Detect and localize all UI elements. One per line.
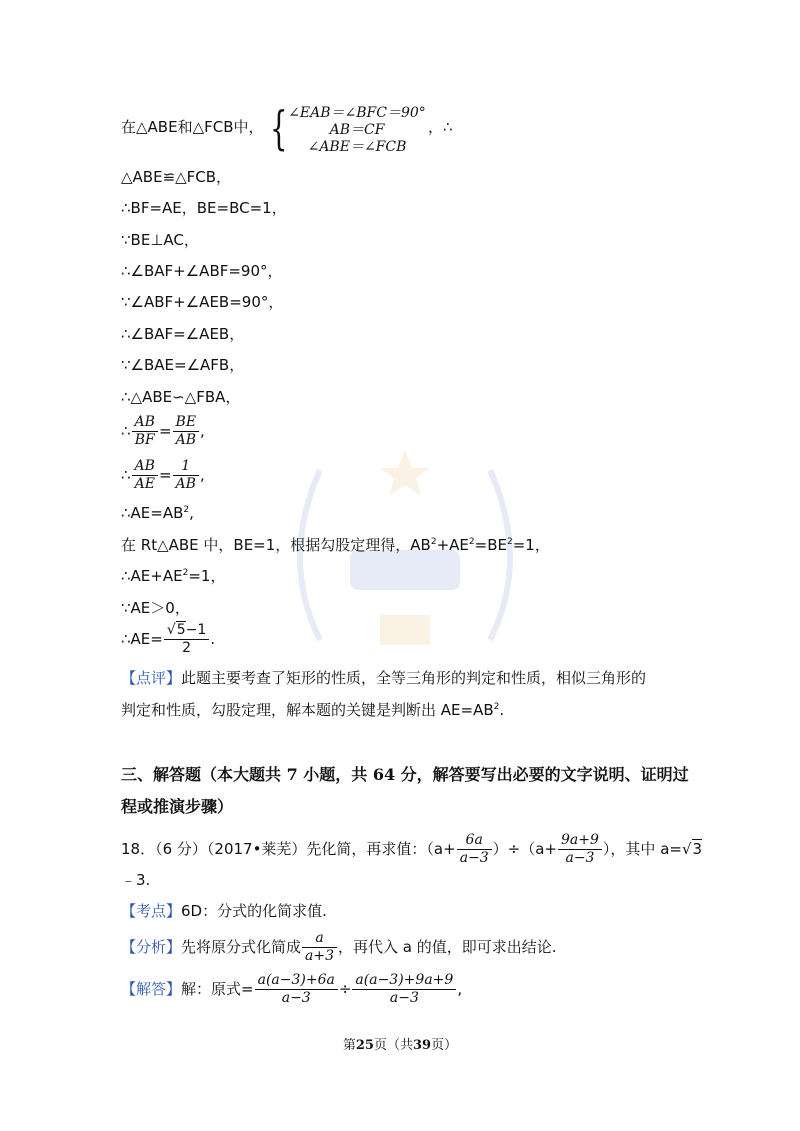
jieda-tag: 【解答】: [121, 980, 182, 998]
page-footer: [0, 1034, 800, 1053]
system-eq-2: AB＝CF: [329, 122, 385, 138]
denominator: AE: [132, 475, 158, 493]
comment-line: [121, 668, 646, 688]
text: .: [210, 630, 216, 648]
denominator: AB: [173, 431, 200, 449]
denominator: a−3: [558, 849, 602, 867]
text: −1: [185, 622, 207, 638]
text: =BE: [474, 536, 507, 554]
fraction: [558, 832, 602, 867]
text: 页）: [431, 1038, 458, 1053]
text: ,: [189, 504, 194, 522]
denominator: 2: [164, 639, 209, 657]
ratio-line: [121, 414, 205, 449]
numerator: AB: [134, 458, 155, 474]
proof-line: ∴△ABE∽△FBA，: [121, 388, 241, 406]
text: =1，: [512, 536, 550, 554]
text: 第: [342, 1038, 356, 1053]
question-18: 18．（6 分）（2017•莱芜）先化简，再求值：（a+ $\frac{6a}{a-3}$ ）÷（a+ $\frac{9a+9}{a-3}$ ），其中 a=√3: [121, 832, 703, 866]
text: =: [158, 466, 172, 484]
superscript: 2: [468, 537, 475, 547]
text: =: [158, 422, 172, 440]
superscript: 2: [182, 568, 189, 578]
fraction: [302, 930, 337, 965]
text: ），其中 a=: [602, 840, 682, 858]
denominator: a−3: [457, 849, 492, 867]
radicand: 3: [692, 840, 703, 858]
denominator: AB: [173, 475, 199, 493]
brace-symbol: {: [270, 101, 288, 155]
section-heading: 程或推演步骤）: [121, 797, 234, 816]
total-pages: 39: [413, 1038, 432, 1053]
text: ）÷（a+: [492, 840, 558, 858]
therefore-symbol: ，∴: [428, 118, 453, 136]
proof-line: [121, 503, 194, 523]
text: 18．（6 分）（2017•莱芜）先化简，再求值：（a+: [121, 840, 456, 858]
text: ,: [457, 980, 463, 998]
fraction: [255, 972, 338, 1007]
numerator: a: [315, 930, 324, 946]
section-heading: 三、解答题（本大题共 7 小题，共 64 分，解答要写出必要的文字说明、证明过: [121, 765, 689, 784]
text: 6D：分式的化简求值.: [181, 902, 327, 920]
proof-line: ∵∠ABF+∠AEB=90°，: [121, 293, 284, 311]
text: =1，: [188, 567, 226, 585]
proof-line: ∵BE⊥AC，: [121, 231, 199, 249]
fraction: [173, 414, 200, 449]
fraction: [132, 458, 158, 493]
superscript: 2: [493, 702, 500, 712]
superscript: 2: [183, 505, 190, 515]
numerator: √5−1: [166, 622, 207, 638]
text: ，再代入 a 的值，即可求出结论.: [338, 938, 557, 956]
kaodian-tag: 【考点】: [121, 902, 182, 920]
text: 页（共: [373, 1038, 413, 1053]
fenxi-tag: 【分析】: [121, 938, 182, 956]
denominator: a+3: [302, 947, 337, 965]
superscript: 2: [430, 537, 437, 547]
text: 判定和性质，勾股定理，解本题的关键是判断出 AE=AB: [121, 701, 494, 719]
denominator: a−3: [352, 989, 456, 1007]
text: ∴: [121, 422, 131, 440]
question-18-cont: ﹣3.: [121, 871, 151, 889]
fraction: [173, 458, 199, 493]
fraction: [164, 622, 209, 657]
radicand: 5: [176, 622, 186, 638]
text: 在 Rt△ABE 中，BE=1，根据勾股定理得，AB: [121, 536, 431, 554]
congruence-condition-line: [121, 117, 264, 137]
text: ∴AE=: [121, 630, 163, 648]
numerator: 9a+9: [561, 832, 599, 848]
text: ∴AE+AE: [121, 567, 183, 585]
proof-line: ∴∠BAF=∠AEB，: [121, 325, 245, 343]
jieda-line: [121, 972, 462, 1007]
text: 在△ABE和△FCB中，: [121, 118, 264, 136]
watermark-logo: [280, 440, 530, 670]
pythagoras-line: [121, 535, 550, 555]
text: ÷: [338, 980, 352, 998]
text: 此题主要考查了矩形的性质，全等三角形的判定和性质，相似三角形的: [181, 669, 647, 687]
denominator: BF: [132, 431, 158, 449]
superscript: 2: [506, 537, 513, 547]
text: +AE: [436, 536, 469, 554]
page-number: 25: [355, 1038, 374, 1053]
comment-line: [121, 700, 504, 720]
text: 先将原分式化简成: [181, 938, 302, 956]
numerator: AB: [134, 414, 155, 430]
proof-line: ∵AE＞0，: [121, 599, 190, 617]
fenxi-line: [121, 930, 557, 965]
ratio-line: [121, 458, 205, 493]
text: ∴AE=AB: [121, 504, 184, 522]
proof-line: △ABE≌△FCB，: [121, 168, 232, 186]
proof-line: ∵∠BAE=∠AFB，: [121, 356, 245, 374]
comment-tag: 【点评】: [121, 669, 182, 687]
text: ,: [199, 466, 205, 484]
system-eq-3: ∠ABE＝∠FCB: [307, 139, 407, 155]
fraction: [457, 832, 492, 867]
text: ,: [200, 422, 205, 440]
proof-line: [121, 566, 225, 586]
fraction: [132, 414, 158, 449]
result-line: [121, 622, 215, 657]
proof-line: ∴BF=AE，BE=BC=1，: [121, 199, 287, 217]
numerator: a(a−3)+9a+9: [355, 972, 454, 988]
text: ∴: [121, 466, 131, 484]
text: .: [499, 701, 505, 719]
numerator: 1: [181, 458, 191, 474]
kaodian-line: [121, 901, 327, 921]
system-eq-1: ∠EAB＝∠BFC＝90°: [288, 105, 426, 121]
denominator: a−3: [255, 989, 338, 1007]
numerator: a(a−3)+6a: [257, 972, 335, 988]
fraction: [352, 972, 456, 1007]
text: 解：原式=: [181, 980, 254, 998]
numerator: BE: [175, 414, 197, 430]
proof-line: ∴∠BAF+∠ABF=90°，: [121, 262, 283, 280]
numerator: 6a: [465, 832, 483, 848]
